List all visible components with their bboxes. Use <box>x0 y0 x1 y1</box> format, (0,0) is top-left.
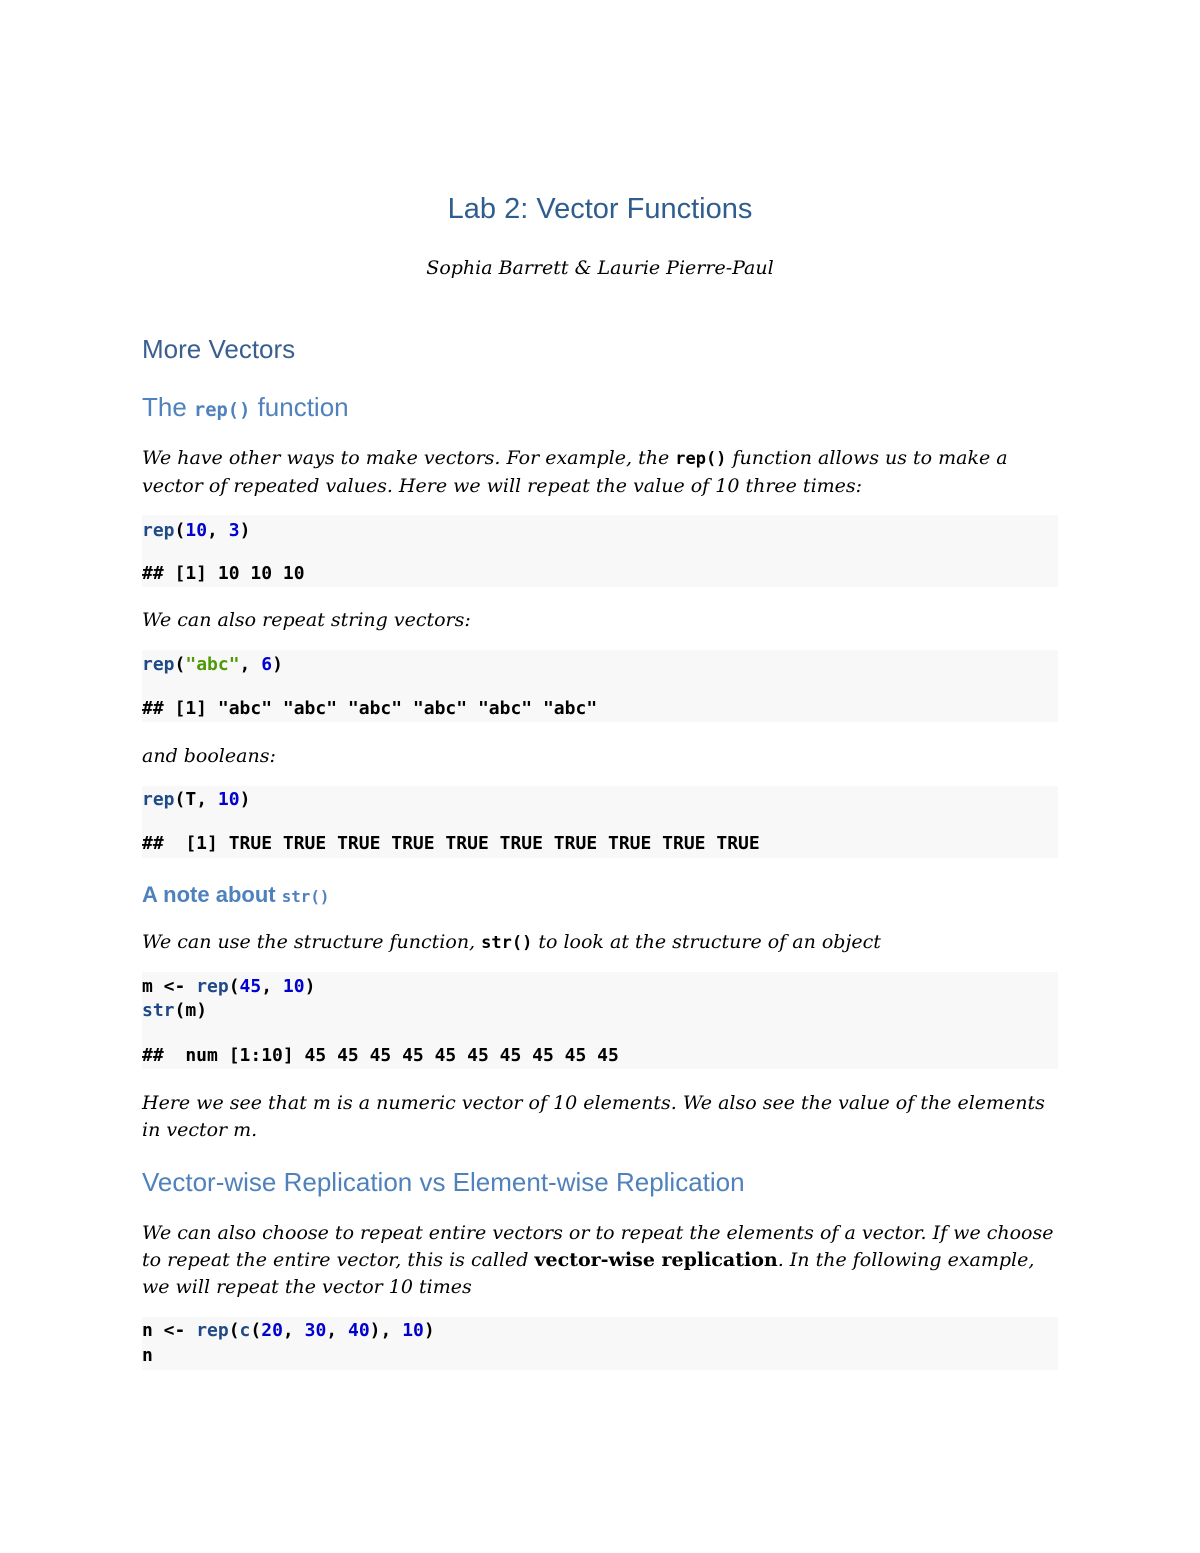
code-token: ( <box>250 1320 262 1341</box>
code-number: 20 <box>261 1320 283 1341</box>
code-token: m <- <box>142 976 197 997</box>
section-heading-more-vectors: More Vectors <box>142 334 296 364</box>
code-number: 30 <box>304 1320 327 1341</box>
code-token: , <box>239 654 262 675</box>
code-output: ## [1] "abc" "abc" "abc" "abc" "abc" "abc" <box>142 698 598 719</box>
code-number: 45 <box>239 976 262 997</box>
code-number: 10 <box>282 976 305 997</box>
paragraph-text: . In the following example, we will repeat the vector 10 times <box>142 1249 1035 1298</box>
code-token: , <box>282 1320 305 1341</box>
code-token: n <- <box>142 1320 197 1341</box>
document-title: Lab 2: Vector Functions <box>447 193 753 225</box>
code-function: c <box>239 1320 251 1341</box>
code-token: (T, <box>174 789 218 810</box>
paragraph-text: We have other ways to make vectors. For example, the <box>142 447 676 469</box>
code-block-3 <box>142 786 1058 858</box>
paragraph-str-explain: Here we see that m is a numeric vector of 10 elements. We also see the value of the elements in vector m. <box>142 1092 1045 1141</box>
code-output: ## num [1:10] 45 45 45 45 45 45 45 45 45 45 <box>142 1045 619 1066</box>
code-token: , <box>207 520 229 541</box>
code-token: ), <box>369 1320 403 1341</box>
code-token: ( <box>174 520 186 541</box>
paragraph-replication-intro <box>142 1220 1058 1301</box>
code-number: 10 <box>402 1320 424 1341</box>
inline-code: rep() <box>675 449 727 469</box>
document-author: Sophia Barrett & Laurie Pierre-Paul <box>426 257 774 279</box>
code-token: ) <box>239 789 251 810</box>
heading-text: function <box>250 392 349 422</box>
code-number: 10 <box>185 520 208 541</box>
paragraph-text: to look at the structure of an object <box>532 931 881 953</box>
code-string: "abc" <box>185 654 240 675</box>
code-number: 40 <box>347 1320 370 1341</box>
heading-code: str() <box>281 887 330 906</box>
code-token: ( <box>174 654 186 675</box>
paragraph-rep-intro <box>142 445 1058 500</box>
code-output: ## [1] TRUE TRUE TRUE TRUE TRUE TRUE TRUE TRUE TRUE TRUE <box>142 833 760 854</box>
heading-text: The <box>142 392 195 422</box>
code-token: , <box>326 1320 348 1341</box>
code-line <box>142 654 283 675</box>
heading-text: A note about <box>142 882 282 907</box>
code-token: ) <box>272 654 283 675</box>
inline-code: str() <box>481 933 533 953</box>
code-line <box>142 976 315 997</box>
code-token: ( <box>228 976 240 997</box>
code-block-4 <box>142 972 1058 1069</box>
code-function: rep <box>196 1320 229 1341</box>
code-block-2 <box>142 650 1058 722</box>
subsection-heading-str <box>142 882 329 908</box>
code-token: ) <box>304 976 316 997</box>
subsection-heading-replication: Vector-wise Replication vs Element-wise Replication <box>142 1167 745 1197</box>
code-function: rep <box>142 789 175 810</box>
code-token: (m) <box>174 1000 208 1021</box>
subsection-heading-rep <box>142 392 349 423</box>
code-token: , <box>261 976 283 997</box>
code-line <box>142 789 250 810</box>
code-line <box>142 520 250 541</box>
code-function: rep <box>196 976 229 997</box>
code-number: 10 <box>217 789 240 810</box>
paragraph-text: function allows us to make a vector of repeated values. Here we will repeat the value of 10 three times: <box>142 447 1008 497</box>
paragraph-text: We can use the structure function, <box>142 931 482 953</box>
paragraph-string-intro: We can also repeat string vectors: <box>142 609 471 631</box>
paragraph-str-intro <box>142 929 1058 957</box>
code-token: ( <box>228 1320 240 1341</box>
code-function: str <box>142 1000 175 1021</box>
code-token: ) <box>239 520 251 541</box>
code-function: rep <box>142 654 175 675</box>
code-function: rep <box>142 520 175 541</box>
bold-term: vector-wise replication <box>534 1249 778 1271</box>
code-token: ) <box>423 1320 435 1341</box>
paragraph-text: We can also choose to repeat entire vectors or to repeat the elements of a vector. If we choose to repeat the entire vector, this is called <box>142 1222 1054 1271</box>
code-block-5 <box>142 1317 1058 1370</box>
code-line <box>142 1000 207 1021</box>
paragraph-bool-intro: and booleans: <box>142 745 276 767</box>
code-line <box>142 1320 435 1341</box>
code-number: 6 <box>261 654 273 675</box>
code-line: n <box>142 1345 153 1366</box>
heading-code: rep() <box>194 400 251 421</box>
code-number: 3 <box>228 520 240 541</box>
code-block-1 <box>142 515 1058 587</box>
code-output: ## [1] 10 10 10 <box>142 563 305 584</box>
